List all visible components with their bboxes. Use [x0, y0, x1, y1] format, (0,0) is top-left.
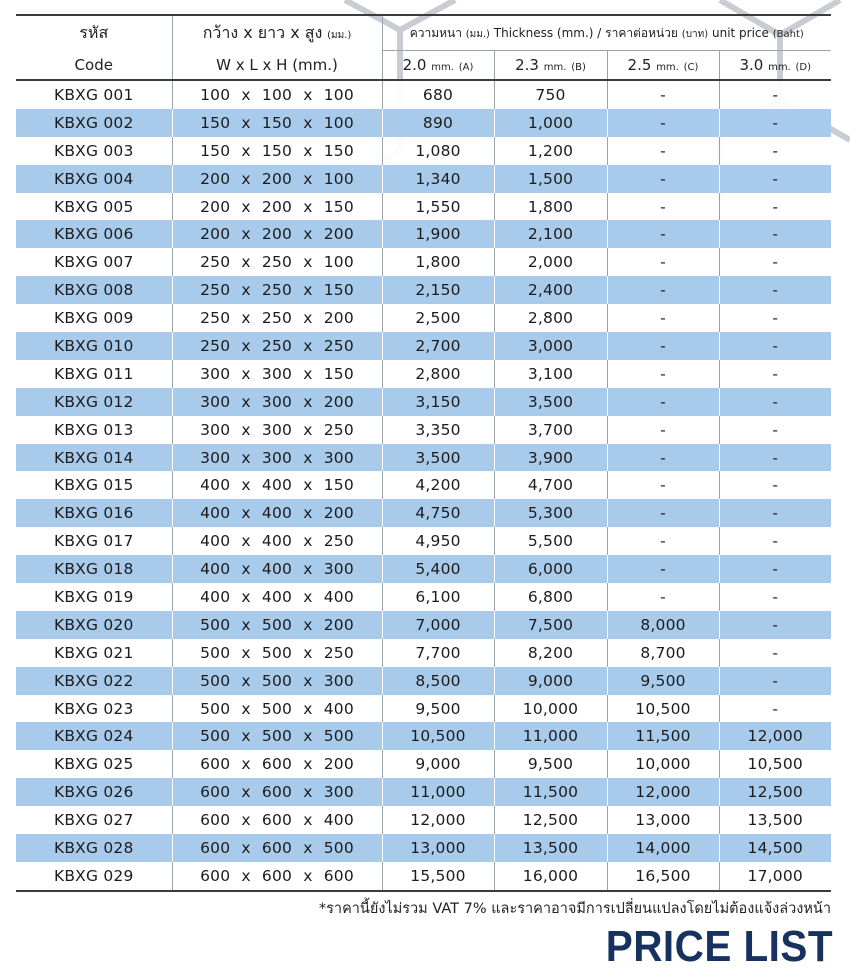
size-cell: 300 x 300 x 300	[172, 444, 382, 472]
code-cell: KBXG 007	[53, 253, 134, 272]
price-c-cell: -	[607, 332, 719, 360]
size-cell: 600 x 600 x 200	[172, 750, 382, 778]
size-cell: 200 x 200 x 200	[172, 220, 382, 248]
table-row	[16, 527, 831, 555]
table-row	[16, 695, 831, 723]
size-cell: 400 x 400 x 200	[172, 499, 382, 527]
size-cell: 300 x 300 x 250	[172, 416, 382, 444]
code-cell: KBXG 014	[53, 448, 134, 467]
table-row	[16, 360, 831, 388]
table-row	[16, 416, 831, 444]
size-cell: 100 x 100 x 100	[172, 80, 382, 109]
price-c-cell: -	[607, 109, 719, 137]
page-title: PRICE LIST	[605, 922, 833, 971]
price-table	[16, 14, 831, 892]
code-cell: KBXG 018	[53, 560, 134, 579]
size-cell: 400 x 400 x 400	[172, 583, 382, 611]
price-b-cell: 4,700	[494, 471, 607, 499]
size-cell: 250 x 250 x 250	[172, 332, 382, 360]
code-cell: KBXG 027	[53, 811, 134, 830]
size-cell: 400 x 400 x 300	[172, 555, 382, 583]
price-c-cell: 11,500	[607, 722, 719, 750]
code-cell: KBXG 023	[53, 699, 134, 718]
size-cell: 400 x 400 x 150	[172, 471, 382, 499]
price-a-cell: 10,500	[382, 722, 494, 750]
price-a-cell: 3,500	[382, 444, 494, 472]
price-c-cell: -	[607, 165, 719, 193]
price-a-cell: 3,350	[382, 416, 494, 444]
price-d-cell: -	[719, 304, 831, 332]
price-c-cell: -	[607, 444, 719, 472]
price-c-cell: -	[607, 80, 719, 109]
price-d-cell: 14,500	[719, 834, 831, 862]
code-cell: KBXG 015	[53, 476, 134, 495]
table-row	[16, 722, 831, 750]
price-c-cell: -	[607, 360, 719, 388]
code-cell: KBXG 024	[53, 727, 134, 746]
price-b-cell: 8,200	[494, 639, 607, 667]
code-cell: KBXG 013	[53, 420, 134, 439]
size-cell: 250 x 250 x 150	[172, 276, 382, 304]
code-cell: KBXG 021	[53, 643, 134, 662]
size-cell: 150 x 150 x 100	[172, 109, 382, 137]
price-b-cell: 7,500	[494, 611, 607, 639]
code-cell: KBXG 010	[53, 336, 134, 355]
price-c-cell: 12,000	[607, 778, 719, 806]
price-a-cell: 1,900	[382, 220, 494, 248]
price-c-cell: 13,000	[607, 806, 719, 834]
price-b-cell: 9,000	[494, 667, 607, 695]
table-row	[16, 332, 831, 360]
price-c-cell: -	[607, 388, 719, 416]
size-cell: 300 x 300 x 200	[172, 388, 382, 416]
price-d-cell: -	[719, 416, 831, 444]
price-b-cell: 5,500	[494, 527, 607, 555]
price-d-cell: -	[719, 471, 831, 499]
price-a-cell: 6,100	[382, 583, 494, 611]
table-row	[16, 220, 831, 248]
code-cell: KBXG 019	[53, 587, 134, 606]
table-row	[16, 248, 831, 276]
table-row	[16, 834, 831, 862]
price-c-cell: 10,000	[607, 750, 719, 778]
code-cell: KBXG 006	[53, 225, 134, 244]
code-cell: KBXG 005	[53, 197, 134, 216]
price-b-cell: 1,000	[494, 109, 607, 137]
price-c-cell: -	[607, 220, 719, 248]
table-row	[16, 137, 831, 165]
price-c-cell: -	[607, 416, 719, 444]
price-a-cell: 7,000	[382, 611, 494, 639]
price-d-cell: 10,500	[719, 750, 831, 778]
code-cell: KBXG 028	[53, 838, 134, 857]
price-a-cell: 2,700	[382, 332, 494, 360]
size-cell: 600 x 600 x 300	[172, 778, 382, 806]
header-thickness-d: 3.0 mm. (D)	[719, 51, 831, 81]
table-row	[16, 304, 831, 332]
table-row	[16, 583, 831, 611]
price-c-cell: 9,500	[607, 667, 719, 695]
price-a-cell: 11,000	[382, 778, 494, 806]
price-a-cell: 4,950	[382, 527, 494, 555]
price-b-cell: 3,900	[494, 444, 607, 472]
price-b-cell: 10,000	[494, 695, 607, 723]
table-header	[16, 15, 831, 80]
price-c-cell: -	[607, 304, 719, 332]
price-d-cell: -	[719, 276, 831, 304]
price-a-cell: 2,150	[382, 276, 494, 304]
price-d-cell: -	[719, 639, 831, 667]
price-d-cell: -	[719, 137, 831, 165]
table-row	[16, 109, 831, 137]
price-b-cell: 11,500	[494, 778, 607, 806]
price-a-cell: 15,500	[382, 862, 494, 891]
size-cell: 600 x 600 x 600	[172, 862, 382, 891]
price-c-cell: -	[607, 527, 719, 555]
price-a-cell: 12,000	[382, 806, 494, 834]
code-cell: KBXG 026	[53, 783, 134, 802]
table-row	[16, 276, 831, 304]
table-row	[16, 555, 831, 583]
price-b-cell: 3,500	[494, 388, 607, 416]
price-a-cell: 2,800	[382, 360, 494, 388]
size-cell: 400 x 400 x 250	[172, 527, 382, 555]
price-d-cell: -	[719, 695, 831, 723]
size-cell: 500 x 500 x 250	[172, 639, 382, 667]
price-a-cell: 680	[382, 80, 494, 109]
table-row	[16, 80, 831, 109]
price-d-cell: 17,000	[719, 862, 831, 891]
header-thickness-price: ความหนา (มม.) Thickness (mm.) / ราคาต่อหน่วย (บาท) unit price (Baht)	[382, 15, 831, 51]
price-d-cell: -	[719, 611, 831, 639]
size-cell: 250 x 250 x 200	[172, 304, 382, 332]
code-cell: KBXG 003	[53, 141, 134, 160]
price-d-cell: -	[719, 248, 831, 276]
price-d-cell: -	[719, 583, 831, 611]
price-d-cell: -	[719, 360, 831, 388]
code-cell: KBXG 017	[53, 532, 134, 551]
price-d-cell: -	[719, 527, 831, 555]
size-cell: 250 x 250 x 100	[172, 248, 382, 276]
price-d-cell: -	[719, 332, 831, 360]
size-cell: 200 x 200 x 150	[172, 193, 382, 221]
price-c-cell: -	[607, 193, 719, 221]
price-a-cell: 1,340	[382, 165, 494, 193]
price-b-cell: 2,000	[494, 248, 607, 276]
table-row	[16, 499, 831, 527]
table-row	[16, 778, 831, 806]
table-row	[16, 388, 831, 416]
code-cell: KBXG 012	[53, 392, 134, 411]
price-b-cell: 3,000	[494, 332, 607, 360]
size-cell: 200 x 200 x 100	[172, 165, 382, 193]
price-d-cell: -	[719, 165, 831, 193]
table-row	[16, 193, 831, 221]
price-c-cell: 10,500	[607, 695, 719, 723]
size-cell: 500 x 500 x 500	[172, 722, 382, 750]
price-d-cell: -	[719, 220, 831, 248]
price-d-cell: -	[719, 499, 831, 527]
code-cell: KBXG 022	[53, 671, 134, 690]
price-b-cell: 750	[494, 80, 607, 109]
price-b-cell: 1,500	[494, 165, 607, 193]
price-b-cell: 5,300	[494, 499, 607, 527]
header-thickness-a: 2.0 mm. (A)	[382, 51, 494, 81]
size-cell: 500 x 500 x 200	[172, 611, 382, 639]
code-cell: KBXG 009	[53, 309, 134, 328]
price-b-cell: 6,800	[494, 583, 607, 611]
price-a-cell: 7,700	[382, 639, 494, 667]
price-d-cell: -	[719, 555, 831, 583]
price-b-cell: 9,500	[494, 750, 607, 778]
code-cell: KBXG 004	[53, 169, 134, 188]
price-c-cell: -	[607, 583, 719, 611]
table-row	[16, 862, 831, 891]
price-a-cell: 8,500	[382, 667, 494, 695]
size-cell: 300 x 300 x 150	[172, 360, 382, 388]
price-b-cell: 12,500	[494, 806, 607, 834]
price-a-cell: 13,000	[382, 834, 494, 862]
table-row	[16, 806, 831, 834]
table-body	[16, 80, 831, 891]
code-cell: KBXG 002	[53, 113, 134, 132]
price-c-cell: 8,700	[607, 639, 719, 667]
header-code-thai: รหัส	[79, 22, 109, 42]
header-size-thai: กว้าง x ยาว x สูง (มม.)	[172, 15, 382, 51]
header-thickness-c: 2.5 mm. (C)	[607, 51, 719, 81]
price-c-cell: 14,000	[607, 834, 719, 862]
size-cell: 500 x 500 x 300	[172, 667, 382, 695]
price-b-cell: 6,000	[494, 555, 607, 583]
price-a-cell: 9,500	[382, 695, 494, 723]
size-cell: 600 x 600 x 400	[172, 806, 382, 834]
price-a-cell: 4,750	[382, 499, 494, 527]
price-c-cell: -	[607, 499, 719, 527]
price-c-cell: 16,500	[607, 862, 719, 891]
table-row	[16, 471, 831, 499]
price-table-container	[16, 14, 831, 892]
table-row	[16, 639, 831, 667]
code-cell: KBXG 001	[53, 85, 134, 104]
price-d-cell: 13,500	[719, 806, 831, 834]
price-a-cell: 890	[382, 109, 494, 137]
header-code: Code	[74, 55, 113, 74]
price-a-cell: 4,200	[382, 471, 494, 499]
code-cell: KBXG 008	[53, 281, 134, 300]
price-b-cell: 1,200	[494, 137, 607, 165]
price-c-cell: -	[607, 555, 719, 583]
code-cell: KBXG 011	[53, 364, 134, 383]
price-c-cell: -	[607, 137, 719, 165]
table-row	[16, 667, 831, 695]
price-a-cell: 3,150	[382, 388, 494, 416]
price-d-cell: -	[719, 193, 831, 221]
price-a-cell: 1,080	[382, 137, 494, 165]
table-row	[16, 165, 831, 193]
price-d-cell: 12,000	[719, 722, 831, 750]
size-cell: 150 x 150 x 150	[172, 137, 382, 165]
header-thickness-b: 2.3 mm. (B)	[494, 51, 607, 81]
price-b-cell: 11,000	[494, 722, 607, 750]
price-b-cell: 2,100	[494, 220, 607, 248]
price-b-cell: 16,000	[494, 862, 607, 891]
table-row	[16, 611, 831, 639]
price-b-cell: 2,800	[494, 304, 607, 332]
price-d-cell: -	[719, 109, 831, 137]
price-a-cell: 1,800	[382, 248, 494, 276]
price-d-cell: -	[719, 667, 831, 695]
code-cell: KBXG 016	[53, 504, 134, 523]
price-c-cell: -	[607, 248, 719, 276]
price-c-cell: -	[607, 471, 719, 499]
price-b-cell: 13,500	[494, 834, 607, 862]
price-d-cell: 12,500	[719, 778, 831, 806]
price-b-cell: 1,800	[494, 193, 607, 221]
price-a-cell: 2,500	[382, 304, 494, 332]
size-cell: 500 x 500 x 400	[172, 695, 382, 723]
header-size: W x L x H (mm.)	[172, 51, 382, 81]
price-d-cell: -	[719, 388, 831, 416]
size-cell: 600 x 600 x 500	[172, 834, 382, 862]
code-cell: KBXG 020	[53, 615, 134, 634]
price-a-cell: 1,550	[382, 193, 494, 221]
code-cell: KBXG 025	[53, 755, 134, 774]
vat-note: *ราคานี้ยังไม่รวม VAT 7% และราคาอาจมีการเปลี่ยนแปลงโดยไม่ต้องแจ้งล่วงหน้า	[318, 901, 831, 917]
code-cell: KBXG 029	[53, 866, 134, 885]
price-a-cell: 9,000	[382, 750, 494, 778]
price-b-cell: 3,700	[494, 416, 607, 444]
price-d-cell: -	[719, 444, 831, 472]
price-c-cell: -	[607, 276, 719, 304]
price-a-cell: 5,400	[382, 555, 494, 583]
price-b-cell: 3,100	[494, 360, 607, 388]
table-row	[16, 750, 831, 778]
price-c-cell: 8,000	[607, 611, 719, 639]
price-b-cell: 2,400	[494, 276, 607, 304]
table-row	[16, 444, 831, 472]
price-d-cell: -	[719, 80, 831, 109]
